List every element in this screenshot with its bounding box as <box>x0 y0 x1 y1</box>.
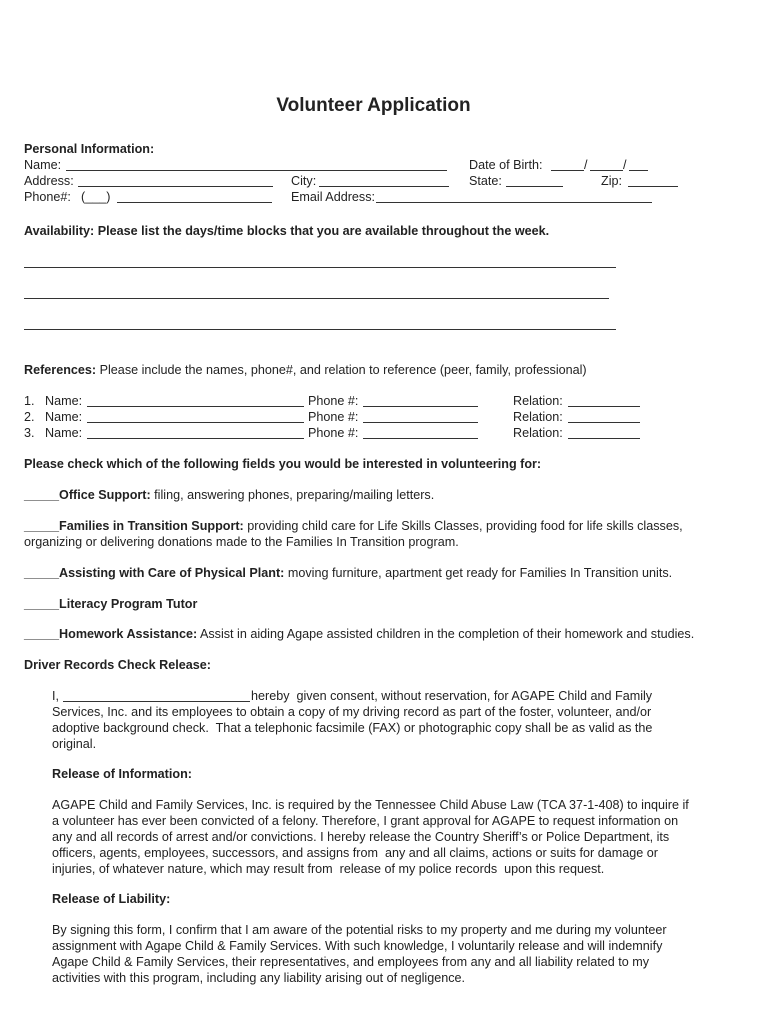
driver-consent-prefix: I, <box>52 689 63 703</box>
reference-number: 2. <box>24 410 35 424</box>
interest-title: Office Support: <box>59 488 151 502</box>
interest-title: Literacy Program Tutor <box>59 597 198 611</box>
driver-consent-line: Services, Inc. and its employees to obtain a copy of my driving record as part of the foster, volunteer, and/or <box>52 705 652 719</box>
state-label: State: <box>469 174 502 188</box>
interest-description: providing child care for Life Skills Classes, providing food for life skills classes, <box>243 519 683 533</box>
reference-name-label: Name: <box>45 410 83 424</box>
reference-relation-label: Relation: <box>513 410 563 424</box>
release-liability-heading: Release of Liability: <box>52 892 171 906</box>
release-info-line: any and all records of arrest and/or convictions. I hereby release the Country Sheriff’s or Police Department, its <box>52 830 670 844</box>
name-field[interactable] <box>66 170 447 171</box>
driver-records-heading: Driver Records Check Release: <box>24 658 211 672</box>
references-heading-text: Please include the names, phone#, and relation to reference (peer, family, professional) <box>96 363 587 377</box>
reference-phone-field[interactable] <box>363 406 478 407</box>
dob-separator: / <box>584 158 588 172</box>
interest-description: Assist in aiding Agape assisted children in the completion of their homework and studies. <box>197 627 695 641</box>
release-info-line: a volunteer has ever been convicted of a felony. Therefore, I grant approval for AGAPE to request information on <box>52 814 679 828</box>
interest-office-support[interactable] <box>24 487 434 503</box>
zip-field[interactable] <box>628 186 678 187</box>
release-liability-line: Agape Child & Family Services, their representatives, and employees from any and all liability related to my <box>52 955 650 969</box>
interest-literacy-tutor[interactable] <box>24 596 197 612</box>
phone-field[interactable] <box>117 202 272 203</box>
reference-phone-label: Phone #: <box>308 394 359 408</box>
availability-line[interactable] <box>24 267 616 268</box>
phone-label: Phone#: <box>24 190 71 204</box>
interest-checkbox-blank[interactable]: _____ <box>24 627 60 641</box>
dob-separator: / <box>623 158 627 172</box>
reference-relation-label: Relation: <box>513 394 563 408</box>
zip-label: Zip: <box>601 174 622 188</box>
driver-consent-text: hereby given consent, without reservation, for AGAPE Child and Family <box>251 689 653 703</box>
email-field[interactable] <box>376 202 652 203</box>
release-liability-line: By signing this form, I confirm that I am aware of the potential risks to my property and me during my volunteer <box>52 923 667 937</box>
availability-line[interactable] <box>24 298 609 299</box>
reference-name-field[interactable] <box>87 422 304 423</box>
interest-checkbox-blank[interactable]: _____ <box>24 488 60 502</box>
reference-name-field[interactable] <box>87 406 304 407</box>
reference-phone-field[interactable] <box>363 422 478 423</box>
interest-checkbox-blank[interactable]: _____ <box>24 566 60 580</box>
availability-heading: Availability: Please list the days/time blocks that you are available throughout the week. <box>24 224 550 238</box>
personal-info-heading: Personal Information: <box>24 142 155 156</box>
interest-description: filing, answering phones, preparing/mailing letters. <box>150 488 435 502</box>
phone-area-code: (___) <box>81 190 111 204</box>
dob-month-field[interactable] <box>551 170 584 171</box>
reference-name-label: Name: <box>45 394 83 408</box>
reference-relation-field[interactable] <box>568 438 640 439</box>
interest-description-continued: organizing or delivering donations made to the Families In Transition program. <box>24 535 459 549</box>
address-label: Address: <box>24 174 74 188</box>
interest-checkbox-blank[interactable]: _____ <box>24 519 60 533</box>
driver-name-field[interactable] <box>63 701 250 702</box>
interest-title: Homework Assistance: <box>59 627 198 641</box>
interest-physical-plant[interactable] <box>24 565 672 581</box>
driver-consent-line: original. <box>52 737 97 751</box>
interest-families-in-transition[interactable] <box>24 518 683 534</box>
reference-phone-label: Phone #: <box>308 410 359 424</box>
release-info-line: injuries, of whatever nature, which may result from release of my police records upon this request. <box>52 862 605 876</box>
reference-phone-label: Phone #: <box>308 426 359 440</box>
references-heading <box>24 362 587 378</box>
reference-name-label: Name: <box>45 426 83 440</box>
availability-line[interactable] <box>24 329 616 330</box>
dob-day-field[interactable] <box>590 170 623 171</box>
reference-relation-field[interactable] <box>568 422 640 423</box>
interest-checkbox-blank[interactable]: _____ <box>24 597 60 611</box>
reference-number: 3. <box>24 426 35 440</box>
interest-homework-assistance[interactable] <box>24 626 694 642</box>
state-field[interactable] <box>506 186 563 187</box>
release-info-heading: Release of Information: <box>52 767 192 781</box>
release-liability-line: assignment with Agape Child & Family Services. With such knowledge, I voluntarily release and will indemnify <box>52 939 663 953</box>
reference-relation-label: Relation: <box>513 426 563 440</box>
address-field[interactable] <box>78 186 273 187</box>
city-label: City: <box>291 174 317 188</box>
name-label: Name: <box>24 158 62 172</box>
dob-year-field[interactable] <box>629 170 648 171</box>
reference-relation-field[interactable] <box>568 406 640 407</box>
release-liability-line: activities with this program, including any liability arising out of negligence. <box>52 971 466 985</box>
dob-label: Date of Birth: <box>469 158 543 172</box>
reference-name-field[interactable] <box>87 438 304 439</box>
reference-number: 1. <box>24 394 35 408</box>
city-field[interactable] <box>319 186 449 187</box>
release-info-line: AGAPE Child and Family Services, Inc. is required by the Tennessee Child Abuse Law (TCA 37-1-408) to inquire if <box>52 798 689 812</box>
references-heading-bold: References: <box>24 363 97 377</box>
email-label: Email Address: <box>291 190 375 204</box>
interests-heading: Please check which of the following fields you would be interested in volunteering for: <box>24 457 542 471</box>
reference-phone-field[interactable] <box>363 438 478 439</box>
release-info-line: officers, agents, employees, successors, and assigns from any and all claims, actions or suits for damage or <box>52 846 658 860</box>
interest-title: Families in Transition Support: <box>59 519 244 533</box>
page-title: Volunteer Application <box>276 95 471 116</box>
driver-consent-line: adoptive background check. That a telephonic facsimile (FAX) or photographic copy shall be as valid as the <box>52 721 653 735</box>
interest-description: moving furniture, apartment get ready for Families In Transition units. <box>284 566 673 580</box>
interest-title: Assisting with Care of Physical Plant: <box>59 566 285 580</box>
